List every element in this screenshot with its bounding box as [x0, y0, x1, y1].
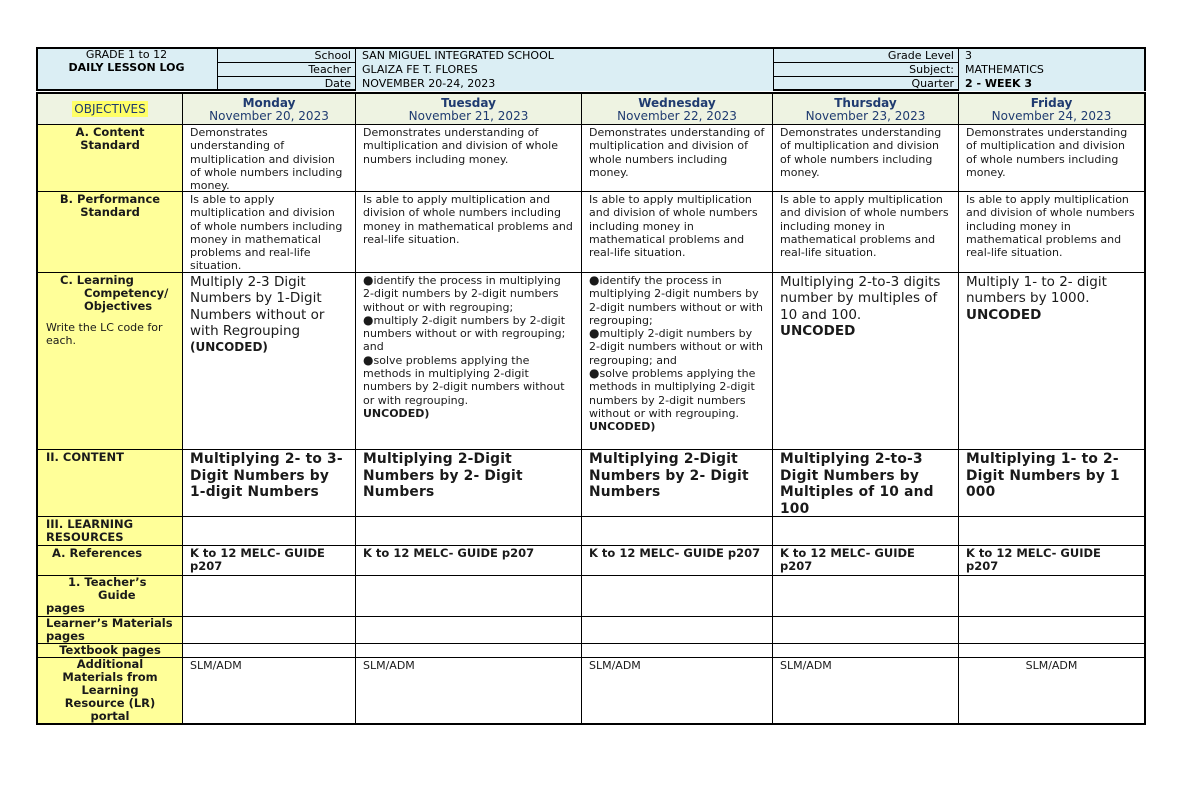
references-monday: K to 12 MELC- GUIDE p207: [183, 546, 356, 576]
lm-wednesday: [582, 617, 773, 644]
teachers-guide-label: [38, 576, 183, 617]
content-standard-thursday: Demonstrates understanding of multiplication and division of whole numbers including money.: [773, 125, 959, 192]
day-name: Monday: [242, 96, 296, 110]
lc-note: Write the LC code for each.: [46, 321, 163, 347]
tg-line1: 1. Teacher’s: [68, 575, 147, 589]
lc-tuesday-item: ● solve problems applying the methods in multiplying 2-digit numbers by 2-digit numbers without or with regrouping.: [363, 354, 574, 407]
lc-label-line1: C. Learning: [60, 273, 134, 287]
lm-friday: [959, 617, 1144, 644]
lr-friday: [959, 517, 1144, 546]
day-header-monday: [183, 94, 356, 125]
tb-thursday: [773, 644, 959, 658]
quarter-label: Quarter: [911, 77, 954, 90]
day-name: Wednesday: [638, 96, 716, 110]
lc-monday-text: Multiply 2-3 Digit Numbers by 1-Digit Numbers without or with Regrouping: [190, 274, 325, 339]
lr-wednesday: [582, 517, 773, 546]
teacher-label: Teacher: [308, 63, 351, 76]
lc-thursday-text: Multiplying 2-to-3 digits number by multiples of 10 and 100.: [780, 274, 941, 323]
content-monday: Multiplying 2- to 3-Digit Numbers by 1-digit Numbers: [183, 450, 356, 517]
lr-monday: [183, 517, 356, 546]
tb-wednesday: [582, 644, 773, 658]
learning-competency-label: [38, 273, 183, 450]
lc-wednesday-item: ● solve problems applying the methods in multiplying 2-digit numbers by 2-digit numbers without or with regrouping.: [589, 367, 765, 420]
lc-friday-text: Multiply 1- to 2- digit numbers by 1000.: [966, 274, 1107, 307]
subject-label: Subject:: [909, 63, 954, 76]
content-wednesday: Multiplying 2-Digit Numbers by 2- Digit Numbers: [582, 450, 773, 517]
day-header-tuesday: [356, 94, 582, 125]
content-standard-tuesday: Demonstrates understanding of multiplication and division of whole numbers including money.: [356, 125, 582, 192]
content-standard-friday: Demonstrates understanding of multiplication and division of whole numbers including money.: [959, 125, 1144, 192]
day-date: November 20, 2023: [209, 109, 329, 123]
school-label: School: [314, 49, 351, 62]
am-friday: SLM/ADM: [1025, 659, 1078, 672]
references-friday: K to 12 MELC- GUIDE p207: [959, 546, 1144, 576]
lr-thursday: [773, 517, 959, 546]
school-value: SAN MIGUEL INTEGRATED SCHOOL: [356, 49, 773, 63]
tg-line3: pages: [46, 601, 85, 615]
tg-thursday: [773, 576, 959, 617]
day-name: Friday: [1030, 96, 1073, 110]
lm-line1: Learner’s Materials: [46, 616, 173, 630]
lc-label-line2: Competency/: [84, 286, 169, 300]
lc-label-line3: Objectives: [84, 299, 153, 313]
performance-standard-friday: Is able to apply multiplication and division of whole numbers including money in mathematical problems and real-life situation.: [959, 192, 1144, 273]
lm-line2: pages: [46, 629, 85, 643]
day-header-wednesday: [582, 94, 773, 125]
tb-monday: [183, 644, 356, 658]
content-tuesday: Multiplying 2-Digit Numbers by 2- Digit Numbers: [356, 450, 582, 517]
performance-standard-tuesday: Is able to apply multiplication and division of whole numbers including money in mathematical problems and real-life situation.: [356, 192, 582, 273]
performance-standard-label: B. Performance Standard: [38, 192, 183, 273]
lm-tuesday: [356, 617, 582, 644]
content-thursday: Multiplying 2-to-3 Digit Numbers by Multiples of 10 and 100: [773, 450, 959, 517]
tb-friday: [959, 644, 1144, 658]
tb-tuesday: [356, 644, 582, 658]
dll-title: [36, 47, 218, 91]
quarter-value: 2 - WEEK 3: [959, 77, 1144, 91]
lc-wednesday-item: ● identify the process in multiplying 2-digit numbers by 2-digit numbers without or with regrouping;: [589, 274, 765, 327]
lc-friday-code: UNCODED: [966, 306, 1042, 323]
lc-tuesday-code: UNCODED): [363, 406, 430, 420]
references-tuesday: K to 12 MELC- GUIDE p207: [356, 546, 582, 576]
content-label: II. CONTENT: [38, 450, 183, 517]
day-date: November 21, 2023: [408, 109, 529, 123]
subject-value: MATHEMATICS: [959, 63, 1144, 77]
lc-tuesday-item: ● identify the process in multiplying 2-digit numbers by 2-digit numbers without or with regrouping;: [363, 274, 574, 314]
tg-tuesday: [356, 576, 582, 617]
am-monday: SLM/ADM: [183, 658, 356, 723]
content-friday: Multiplying 1- to 2-Digit Numbers by 1 000: [959, 450, 1144, 517]
lc-tuesday-item: ● multiply 2-digit numbers by 2-digit numbers without or with regrouping; and: [363, 314, 574, 354]
lc-wednesday-item: ● multiply 2-digit numbers by 2-digit numbers without or with regrouping; and: [589, 327, 765, 367]
lm-monday: [183, 617, 356, 644]
tg-monday: [183, 576, 356, 617]
objectives-label: OBJECTIVES: [74, 102, 146, 116]
title-line1: GRADE 1 to 12: [85, 48, 168, 61]
textbook-label: Textbook pages: [38, 644, 183, 658]
objectives-header: [38, 94, 183, 125]
performance-standard-monday: Is able to apply multiplication and division of whole numbers including money in mathematical problems and real-life situation.: [183, 192, 356, 273]
lr-tuesday: [356, 517, 582, 546]
content-standard-monday: Demonstrates understanding of multiplication and division of whole numbers including money.: [183, 125, 356, 192]
grade-level-label: Grade Level: [887, 49, 954, 62]
lc-thursday: [773, 273, 959, 450]
learners-materials-label: [38, 617, 183, 644]
date-value: NOVEMBER 20-24, 2023: [356, 77, 773, 91]
lc-friday: [959, 273, 1144, 450]
day-date: November 22, 2023: [617, 109, 737, 123]
day-date: November 24, 2023: [991, 109, 1112, 123]
lm-thursday: [773, 617, 959, 644]
performance-standard-wednesday: Is able to apply multiplication and division of whole numbers including money in mathematical problems and real-life situation.: [582, 192, 773, 273]
lc-wednesday: [582, 273, 773, 450]
references-thursday: K to 12 MELC- GUIDE p207: [773, 546, 959, 576]
day-date: November 23, 2023: [805, 109, 926, 123]
am-tuesday: SLM/ADM: [356, 658, 582, 723]
tg-wednesday: [582, 576, 773, 617]
am-thursday: SLM/ADM: [773, 658, 959, 723]
content-standard-label: A. Content Standard: [38, 125, 183, 192]
grade-level-value: 3: [959, 49, 1144, 63]
performance-standard-thursday: Is able to apply multiplication and division of whole numbers including money in mathematical problems and real-life situation.: [773, 192, 959, 273]
additional-materials-label: Additional Materials from Learning Resource (LR) portal: [38, 658, 183, 723]
title-line2: DAILY LESSON LOG: [68, 61, 185, 74]
references-wednesday: K to 12 MELC- GUIDE p207: [582, 546, 773, 576]
day-name: Thursday: [834, 96, 897, 110]
tg-line2: Guide: [98, 588, 136, 602]
date-label: Date: [324, 77, 351, 90]
tg-friday: [959, 576, 1144, 617]
teacher-value: GLAIZA FE T. FLORES: [356, 63, 773, 77]
lc-monday-code: (UNCODED): [190, 340, 268, 355]
lc-tuesday: [356, 273, 582, 450]
lc-wednesday-code: UNCODED): [589, 420, 656, 434]
lc-monday: [183, 273, 356, 450]
day-header-friday: [959, 94, 1144, 125]
content-standard-wednesday: Demonstrates understanding of multiplication and division of whole numbers including money.: [582, 125, 773, 192]
am-wednesday: SLM/ADM: [582, 658, 773, 723]
references-label: A. References: [38, 546, 183, 576]
day-header-thursday: [773, 94, 959, 125]
learning-resources-label: III. LEARNING RESOURCES: [38, 517, 183, 546]
lc-thursday-code: UNCODED: [780, 322, 856, 339]
day-name: Tuesday: [441, 96, 496, 110]
